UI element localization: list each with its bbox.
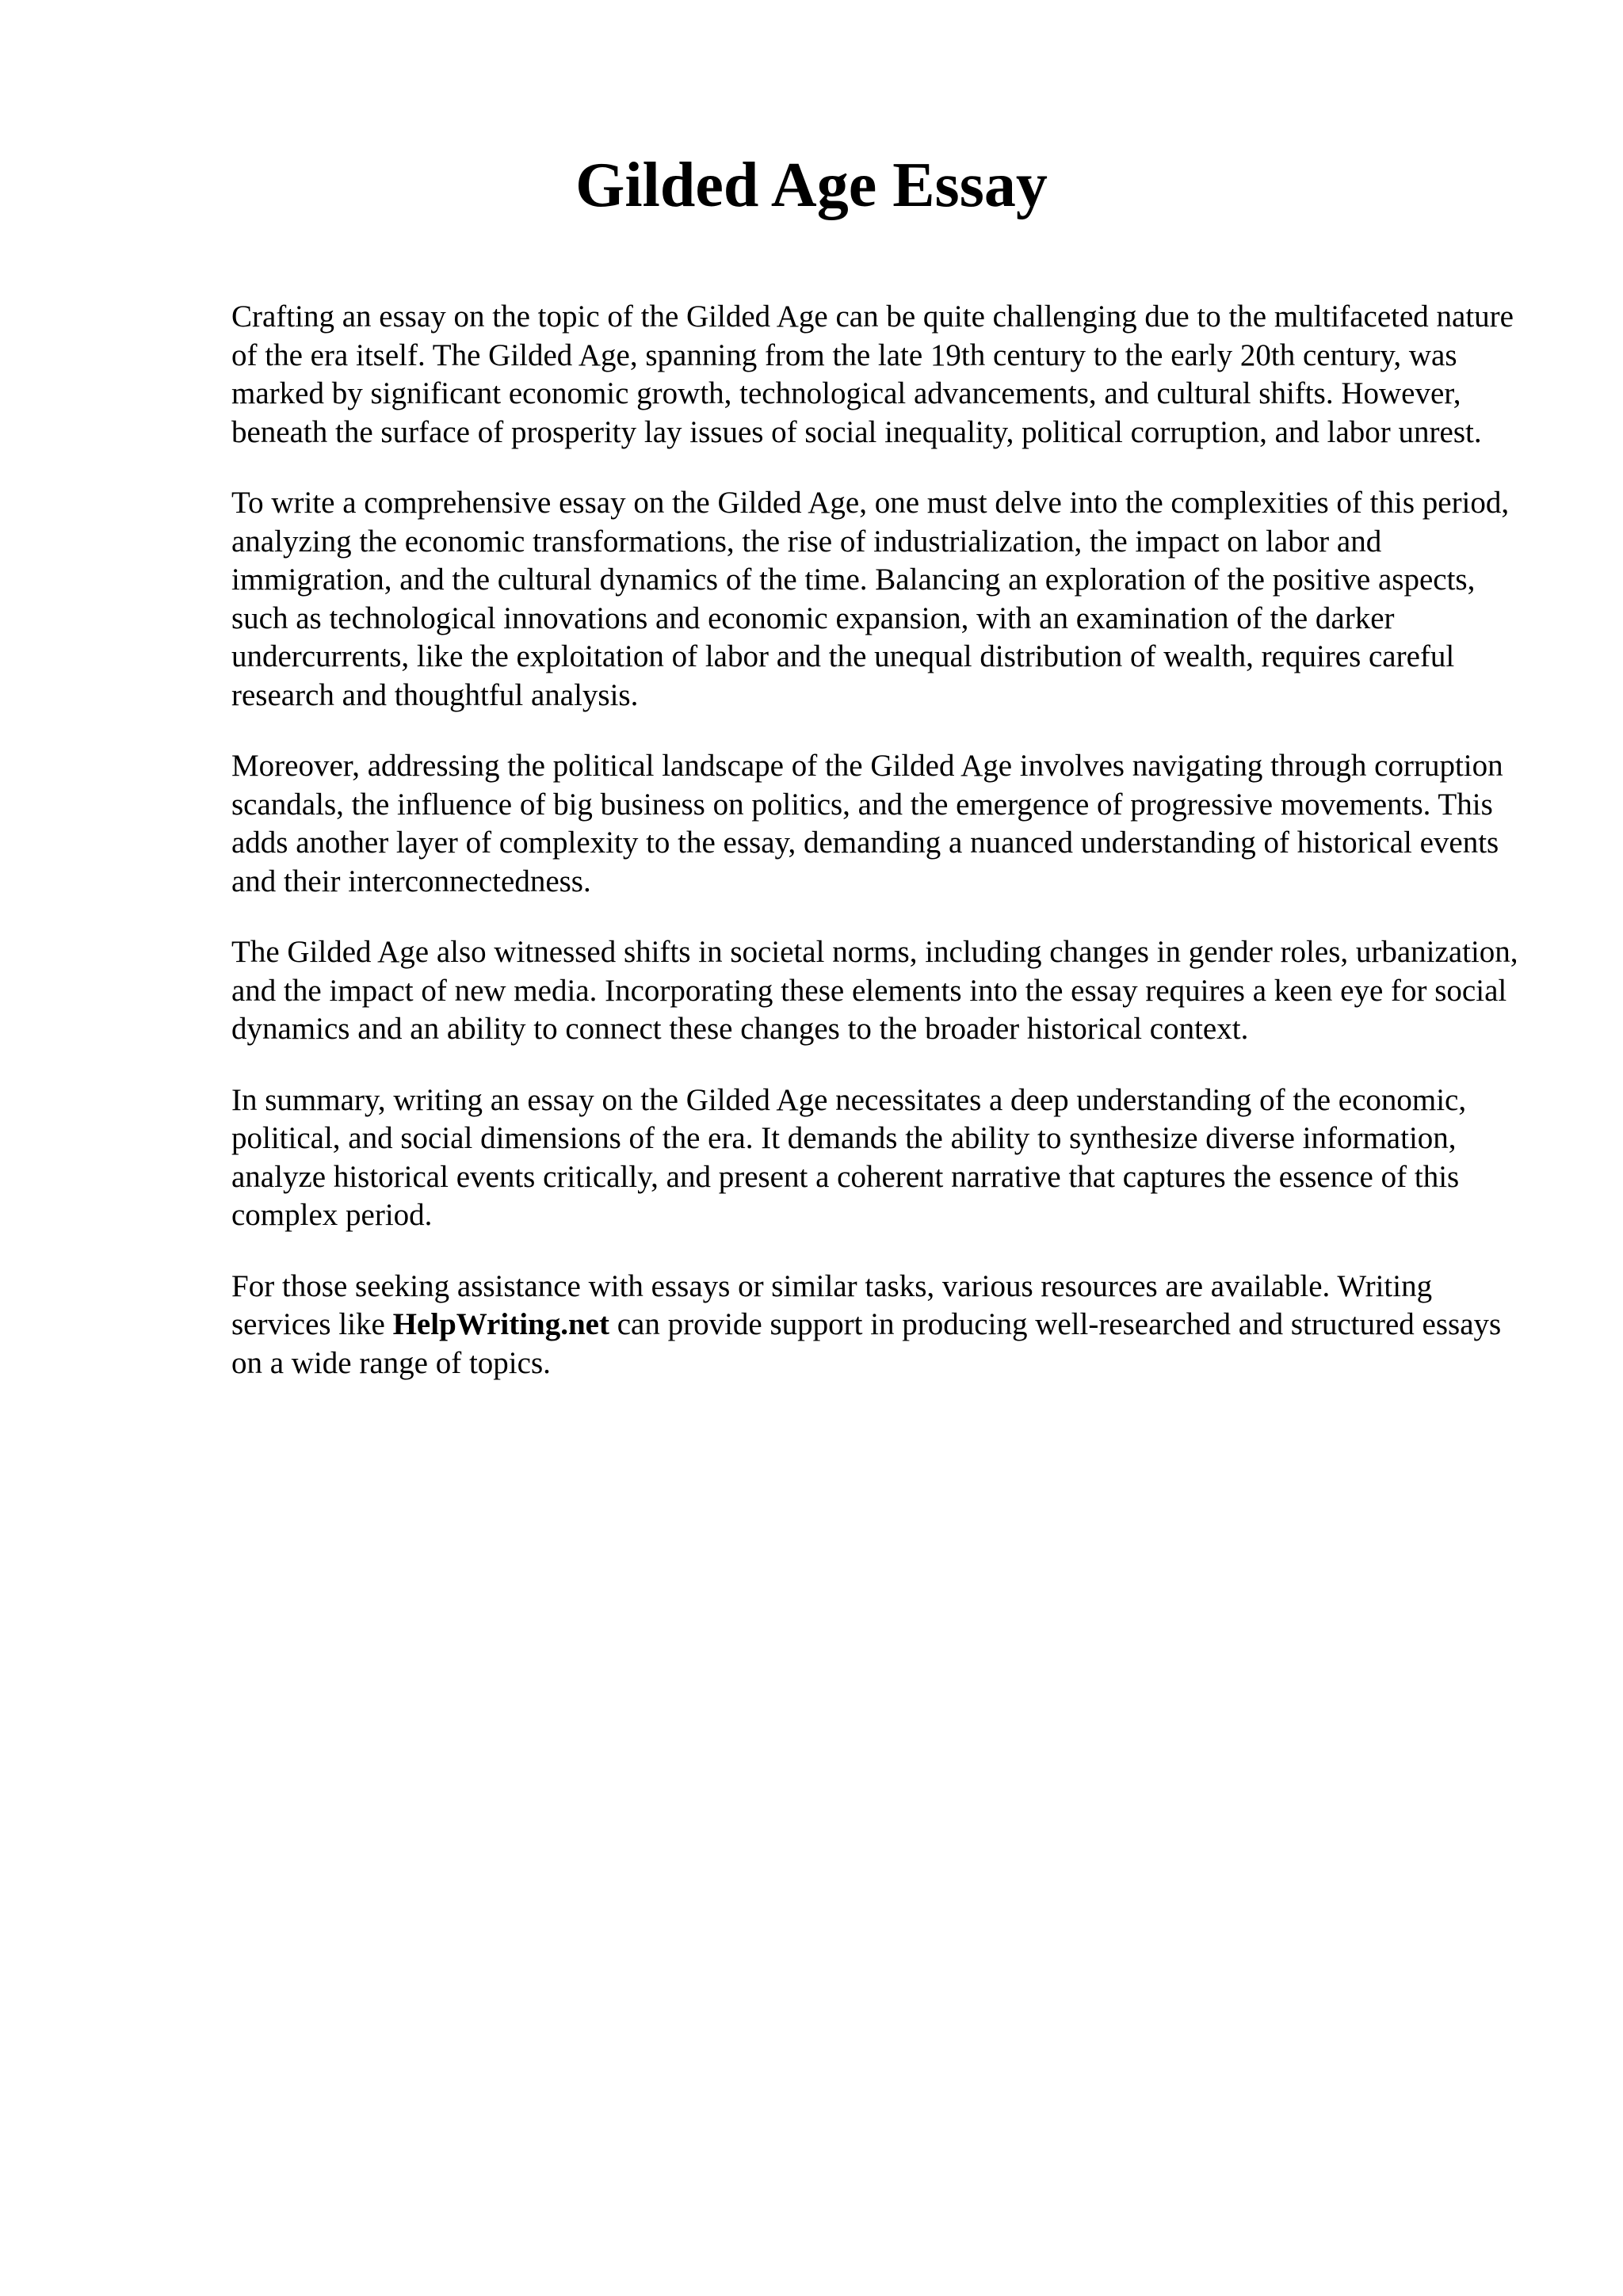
paragraph-closing [231,1268,1523,1383]
closing-text-before: For those seeking assistance with essays or similar tasks, various resources are available. Writing services like [231,1268,1433,1341]
paragraph-approach: To write a comprehensive essay on the Gilded Age, one must delve into the complexities of this period, analyzing the economic transformations, the rise of industrialization, the impact on labor and immigration, and the cultural dynamics of the time. Balancing an exploration of the positive aspects, such as technological innovations and economic expansion, with an examination of the darker undercurrents, like the exploitation of labor and the unequal distribution of wealth, requires careful research and thoughtful analysis. [231,486,1510,712]
paragraph-intro: Crafting an essay on the topic of the Gilded Age can be quite challenging due to the multifaceted nature of the era itself. The Gilded Age, spanning from the late 19th century to the early 20th century, was marked by significant economic growth, technological advancements, and cultural shifts. However, beneath the surface of prosperity lay issues of social inequality, political corruption, and labor unrest. [231,299,1514,449]
paragraph-politics: Moreover, addressing the political landscape of the Gilded Age involves navigating through corruption scandals, the influence of big business on politics, and the emergence of progressive movements. This adds another layer of complexity to the essay, demanding a nuanced understanding of historical events and their interconnectedness. [231,749,1503,898]
document-body [231,298,1523,1415]
closing-text-after: can provide support in producing well-researched and structured essays on a wide range of topics. [231,1307,1502,1380]
paragraph-summary: In summary, writing an essay on the Gilded Age necessitates a deep understanding of the economic, political, and social dimensions of the era. It demands the ability to synthesize diverse information, analyze historical events critically, and present a coherent narrative that captures the essence of this complex period. [231,1082,1467,1232]
brand-name: HelpWriting.net [392,1307,609,1341]
paragraph-society: The Gilded Age also witnessed shifts in societal norms, including changes in gender roles, urbanization, and the impact of new media. Incorporating these elements into the essay requires a keen eye for social dynamics and an ability to connect these changes to the broader historical context. [231,935,1518,1046]
document-title: Gilded Age Essay [575,151,1048,220]
